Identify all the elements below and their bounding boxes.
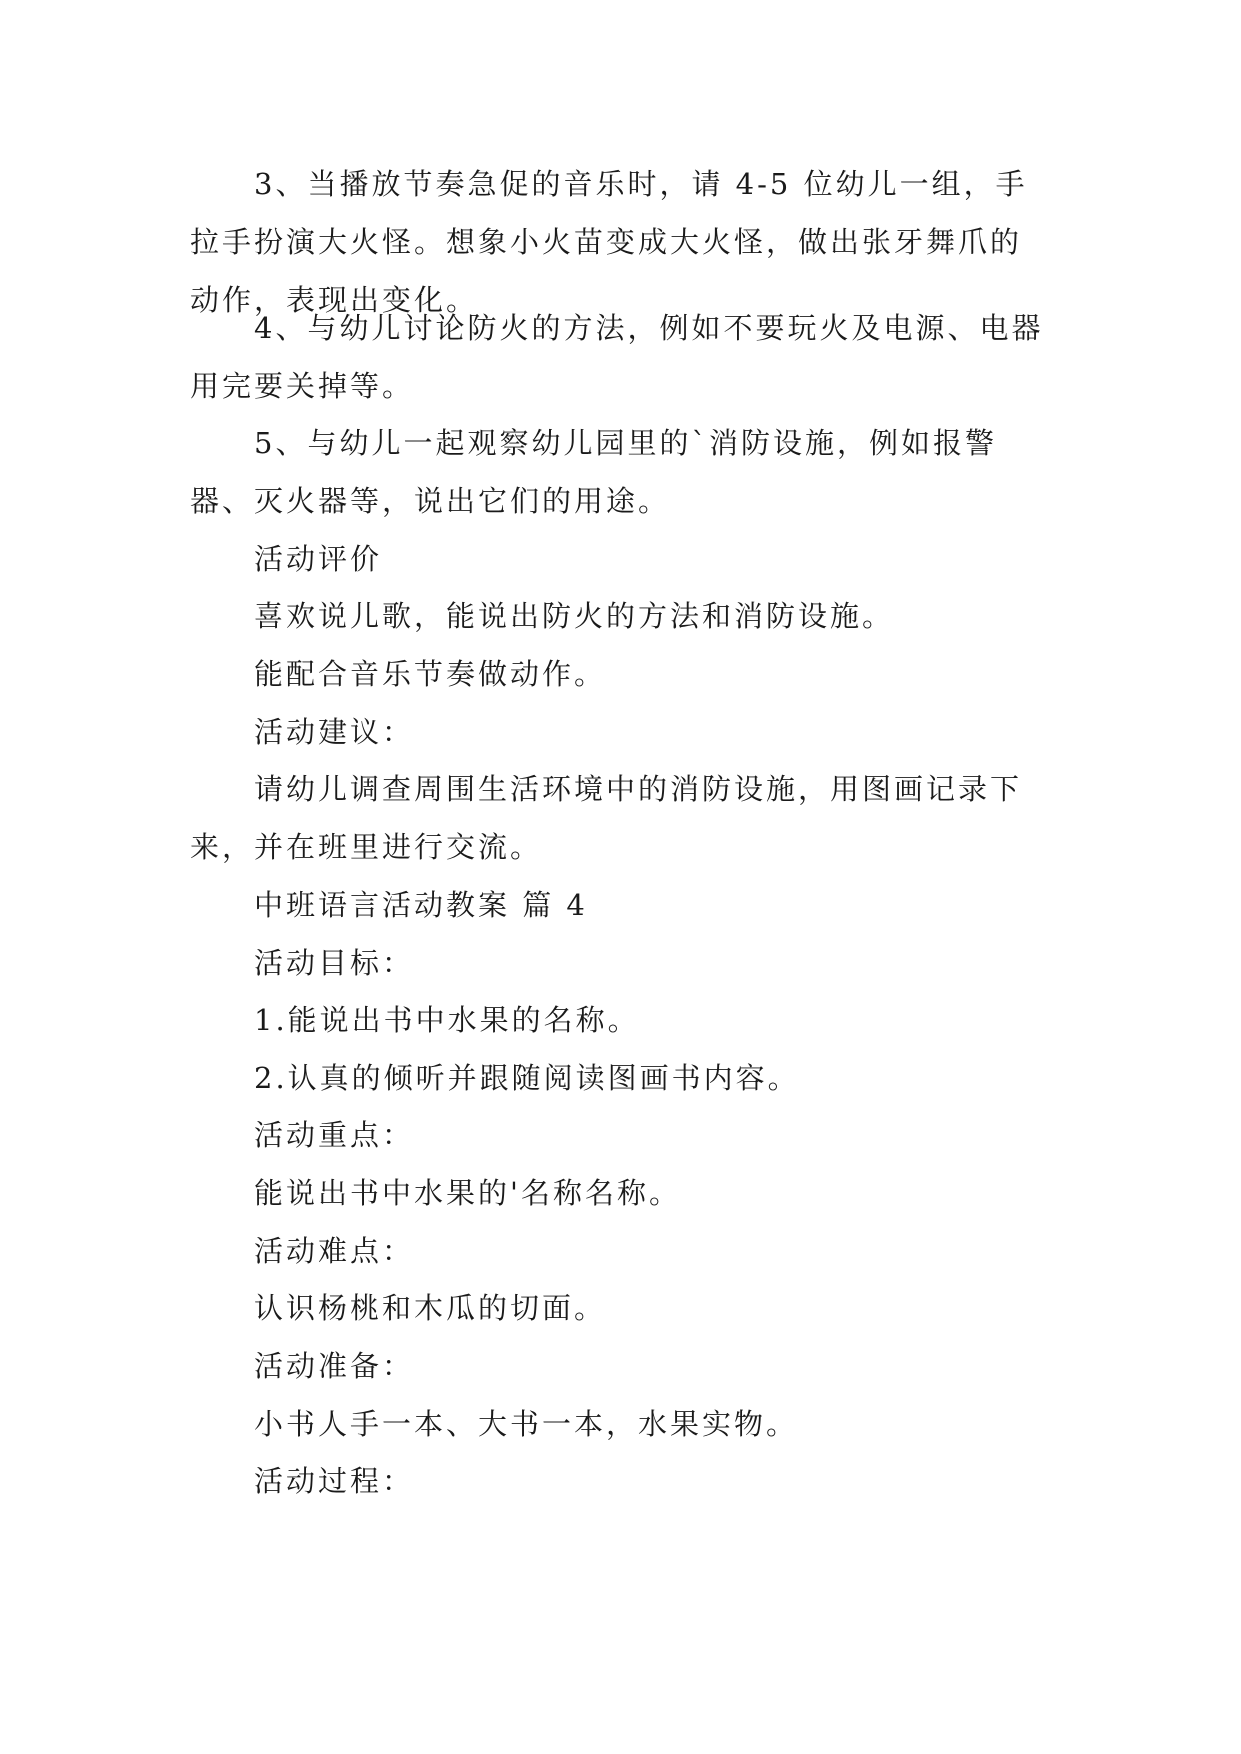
heading-activity-evaluation: 活动评价 [254,542,383,576]
heading-activity-goals: 活动目标： [254,946,415,980]
heading-difficulties: 活动难点： [254,1234,415,1268]
heading-activity-suggestion: 活动建议： [254,715,415,749]
difficulty-item: 认识杨桃和木瓜的切面。 [254,1291,607,1325]
heading-key-points: 活动重点： [254,1118,415,1152]
paragraph-suggestion: 请幼儿调查周围生活环境中的消防设施，用图画记录下来，并在班里进行交流。 [190,772,1023,864]
preparation-item: 小书人手一本、大书一本，水果实物。 [254,1407,799,1441]
section-title: 中班语言活动教案 篇 4 [254,888,588,922]
goal-item-2: 2.认真的倾听并跟随阅读图画书内容。 [254,1061,800,1095]
evaluation-item-2: 能配合音乐节奏做动作。 [254,657,607,691]
evaluation-item-1: 喜欢说儿歌，能说出防火的方法和消防设施。 [254,599,895,633]
goal-item-1: 1.能说出书中水果的名称。 [254,1003,640,1037]
paragraph-step-3: 3、当播放节奏急促的音乐时，请 4-5 位幼儿一组，手拉手扮演大火怪。想象小火苗变成大火怪，做出张牙舞爪的动作，表现出变化。 [190,167,1028,317]
key-point-item: 能说出书中水果的'名称名称。 [254,1176,681,1210]
paragraph-step-4: 4、与幼儿讨论防火的方法，例如不要玩火及电源、电器用完要关掉等。 [190,311,1044,403]
paragraph-step-5: 5、与幼儿一起观察幼儿园里的`消防设施，例如报警器、灭火器等，说出它们的用途。 [190,426,997,518]
heading-preparation: 活动准备： [254,1349,415,1383]
heading-process: 活动过程： [254,1464,415,1498]
